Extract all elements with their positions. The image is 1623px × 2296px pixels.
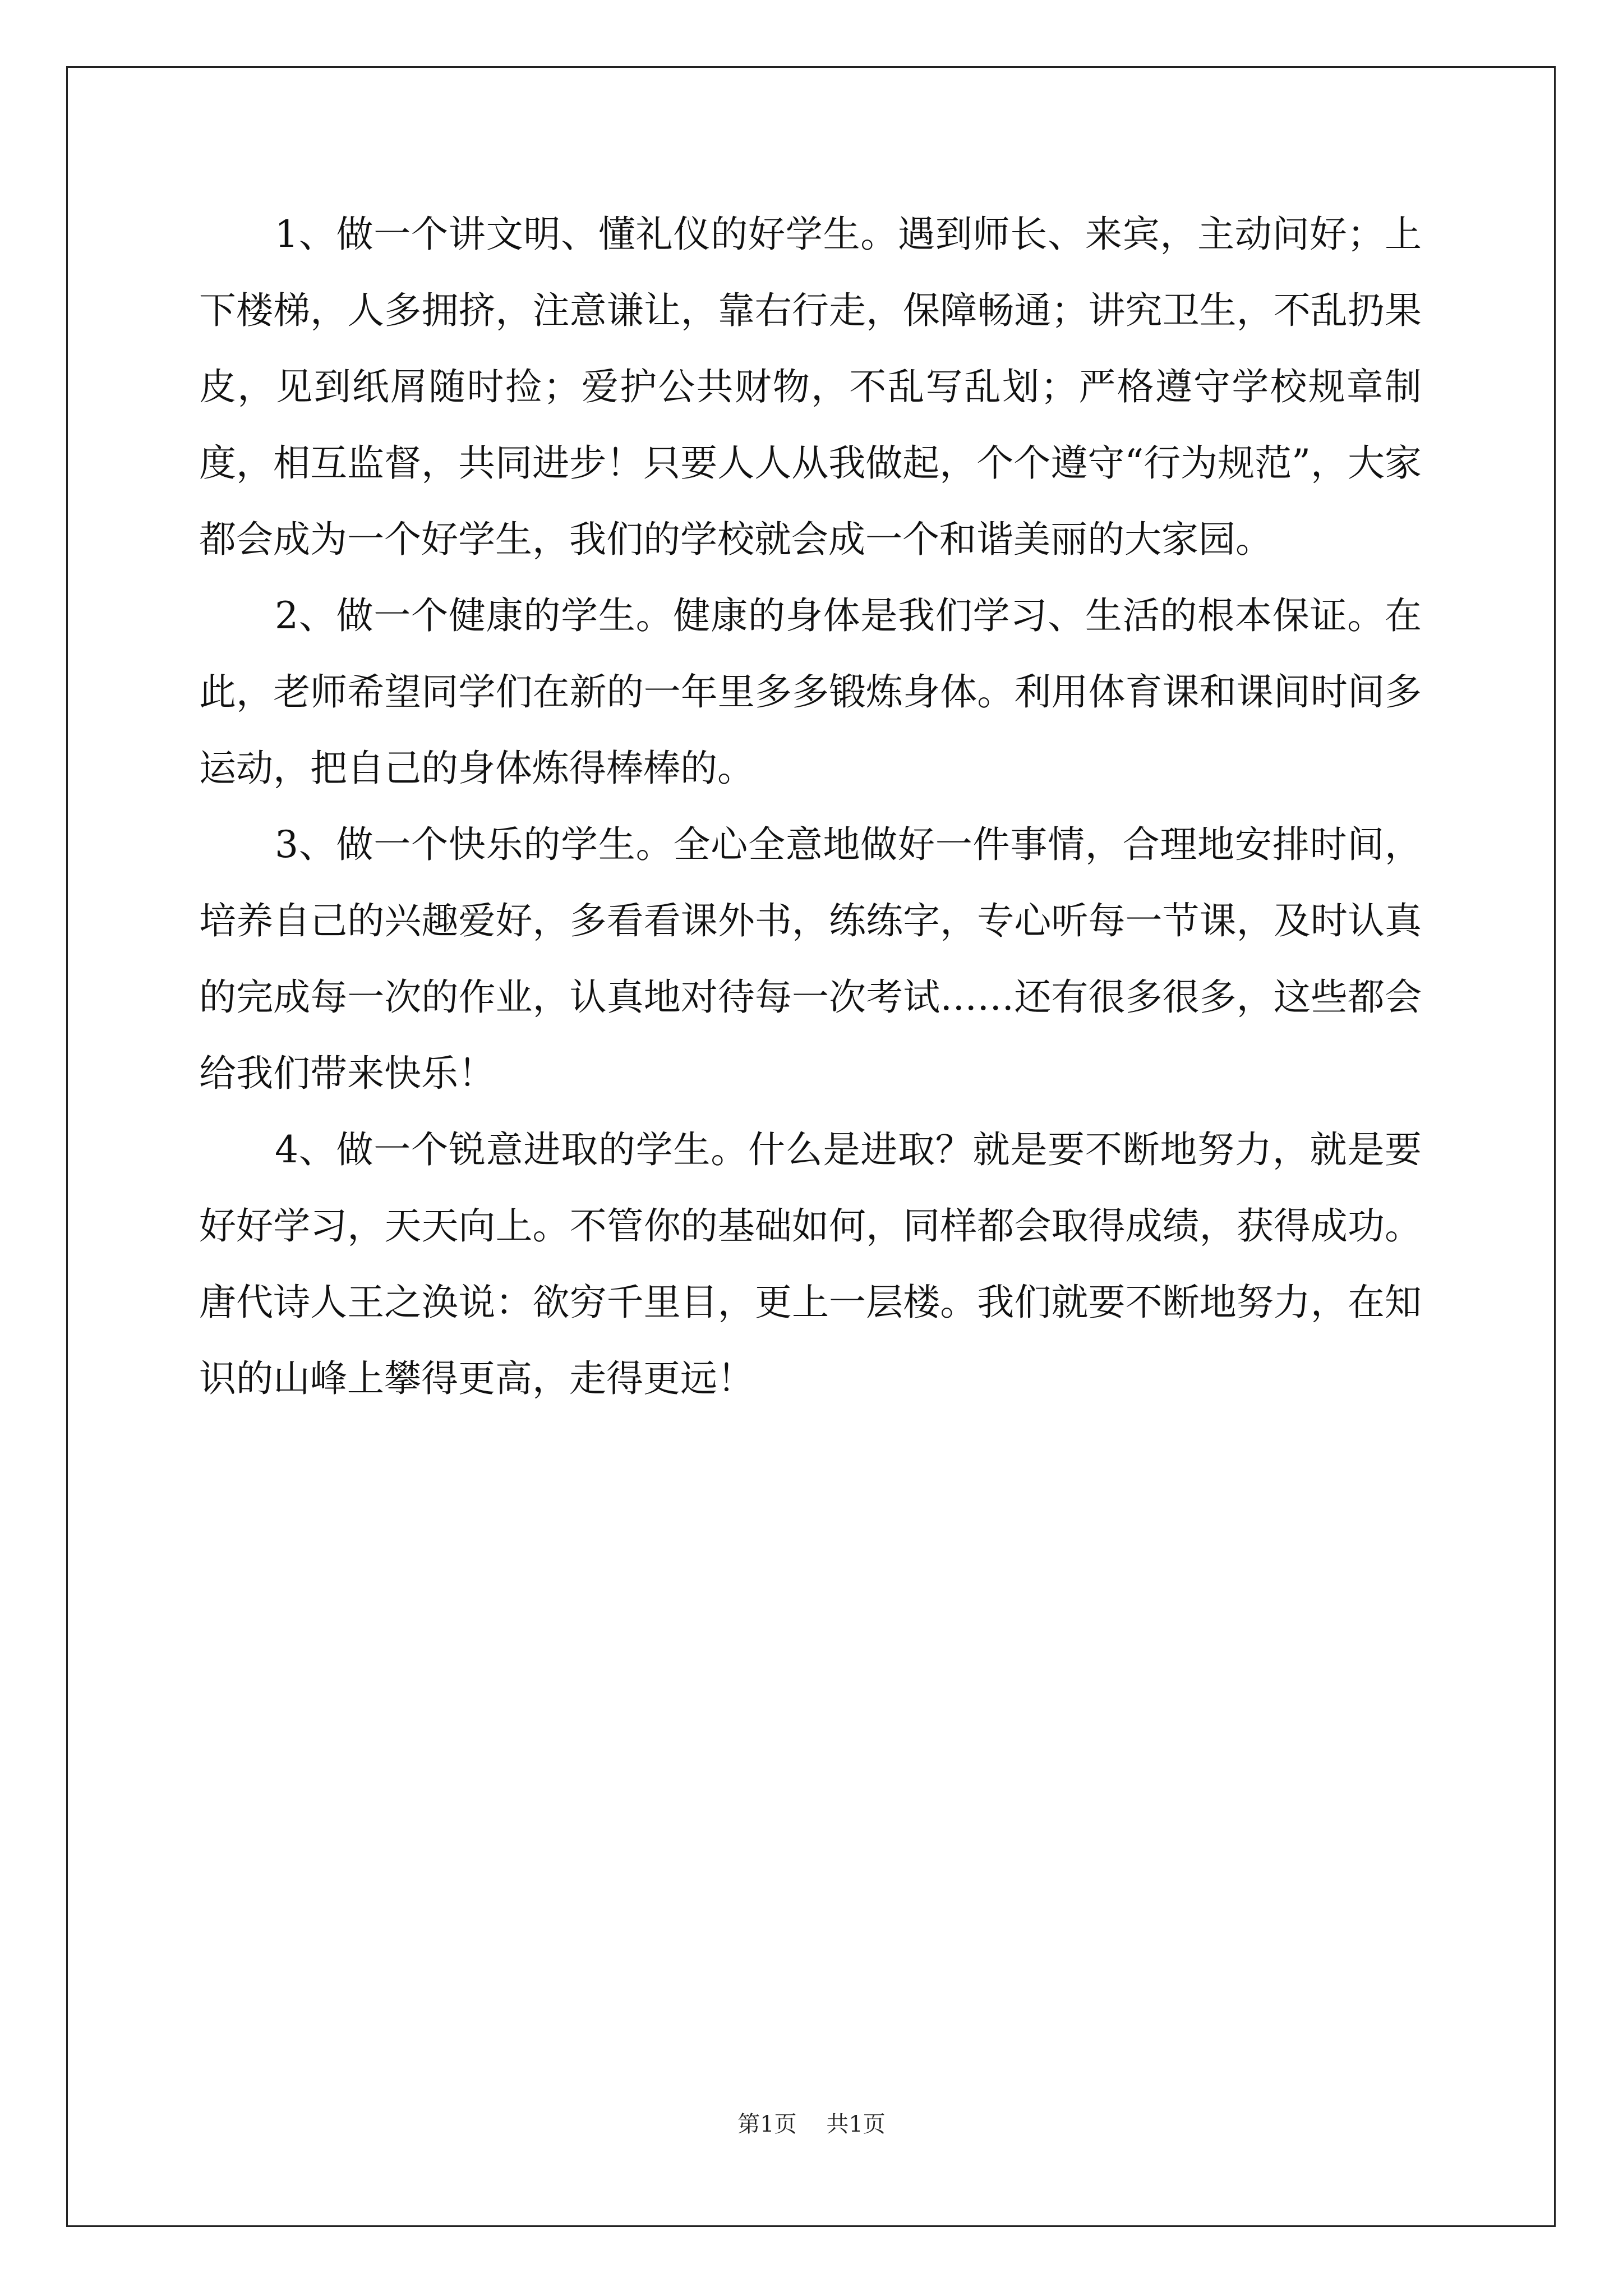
document-body xyxy=(199,196,1422,1417)
paragraph-3: 3、做一个快乐的学生。全心全意地做好一件事情，合理地安排时间，培养自己的兴趣爱好，多看看课外书，练练字，专心听每一节课，及时认真的完成每一次的作业，认真地对待每一次考试……还有很多很多，这些都会给我们带来快乐！ xyxy=(199,823,1422,1095)
page-total: 共1页 xyxy=(826,2111,886,2137)
paragraph-4: 4、做一个锐意进取的学生。什么是进取？就是要不断地努力，就是要好好学习，天天向上。不管你的基础如何，同样都会取得成绩，获得成功。唐代诗人王之涣说：欲穷千里目，更上一层楼。我们就要不断地努力，在知识的山峰上攀得更高，走得更远！ xyxy=(199,1128,1422,1400)
page-number: 第1页 xyxy=(737,2111,797,2137)
page-footer xyxy=(0,2111,1623,2138)
paragraph-1: 1、做一个讲文明、懂礼仪的好学生。遇到师长、来宾，主动问好；上下楼梯，人多拥挤，注意谦让，靠右行走，保障畅通；讲究卫生，不乱扔果皮，见到纸屑随时捡；爱护公共财物，不乱写乱划；严格遵守学校规章制度，相互监督，共同进步！只要人人从我做起，个个遵守“行为规范”，大家都会成为一个好学生，我们的学校就会成一个和谐美丽的大家园。 xyxy=(199,213,1422,561)
paragraph-2: 2、做一个健康的学生。健康的身体是我们学习、生活的根本保证。在此，老师希望同学们在新的一年里多多锻炼身体。利用体育课和课间时间多运动，把自己的身体炼得棒棒的。 xyxy=(199,594,1422,790)
